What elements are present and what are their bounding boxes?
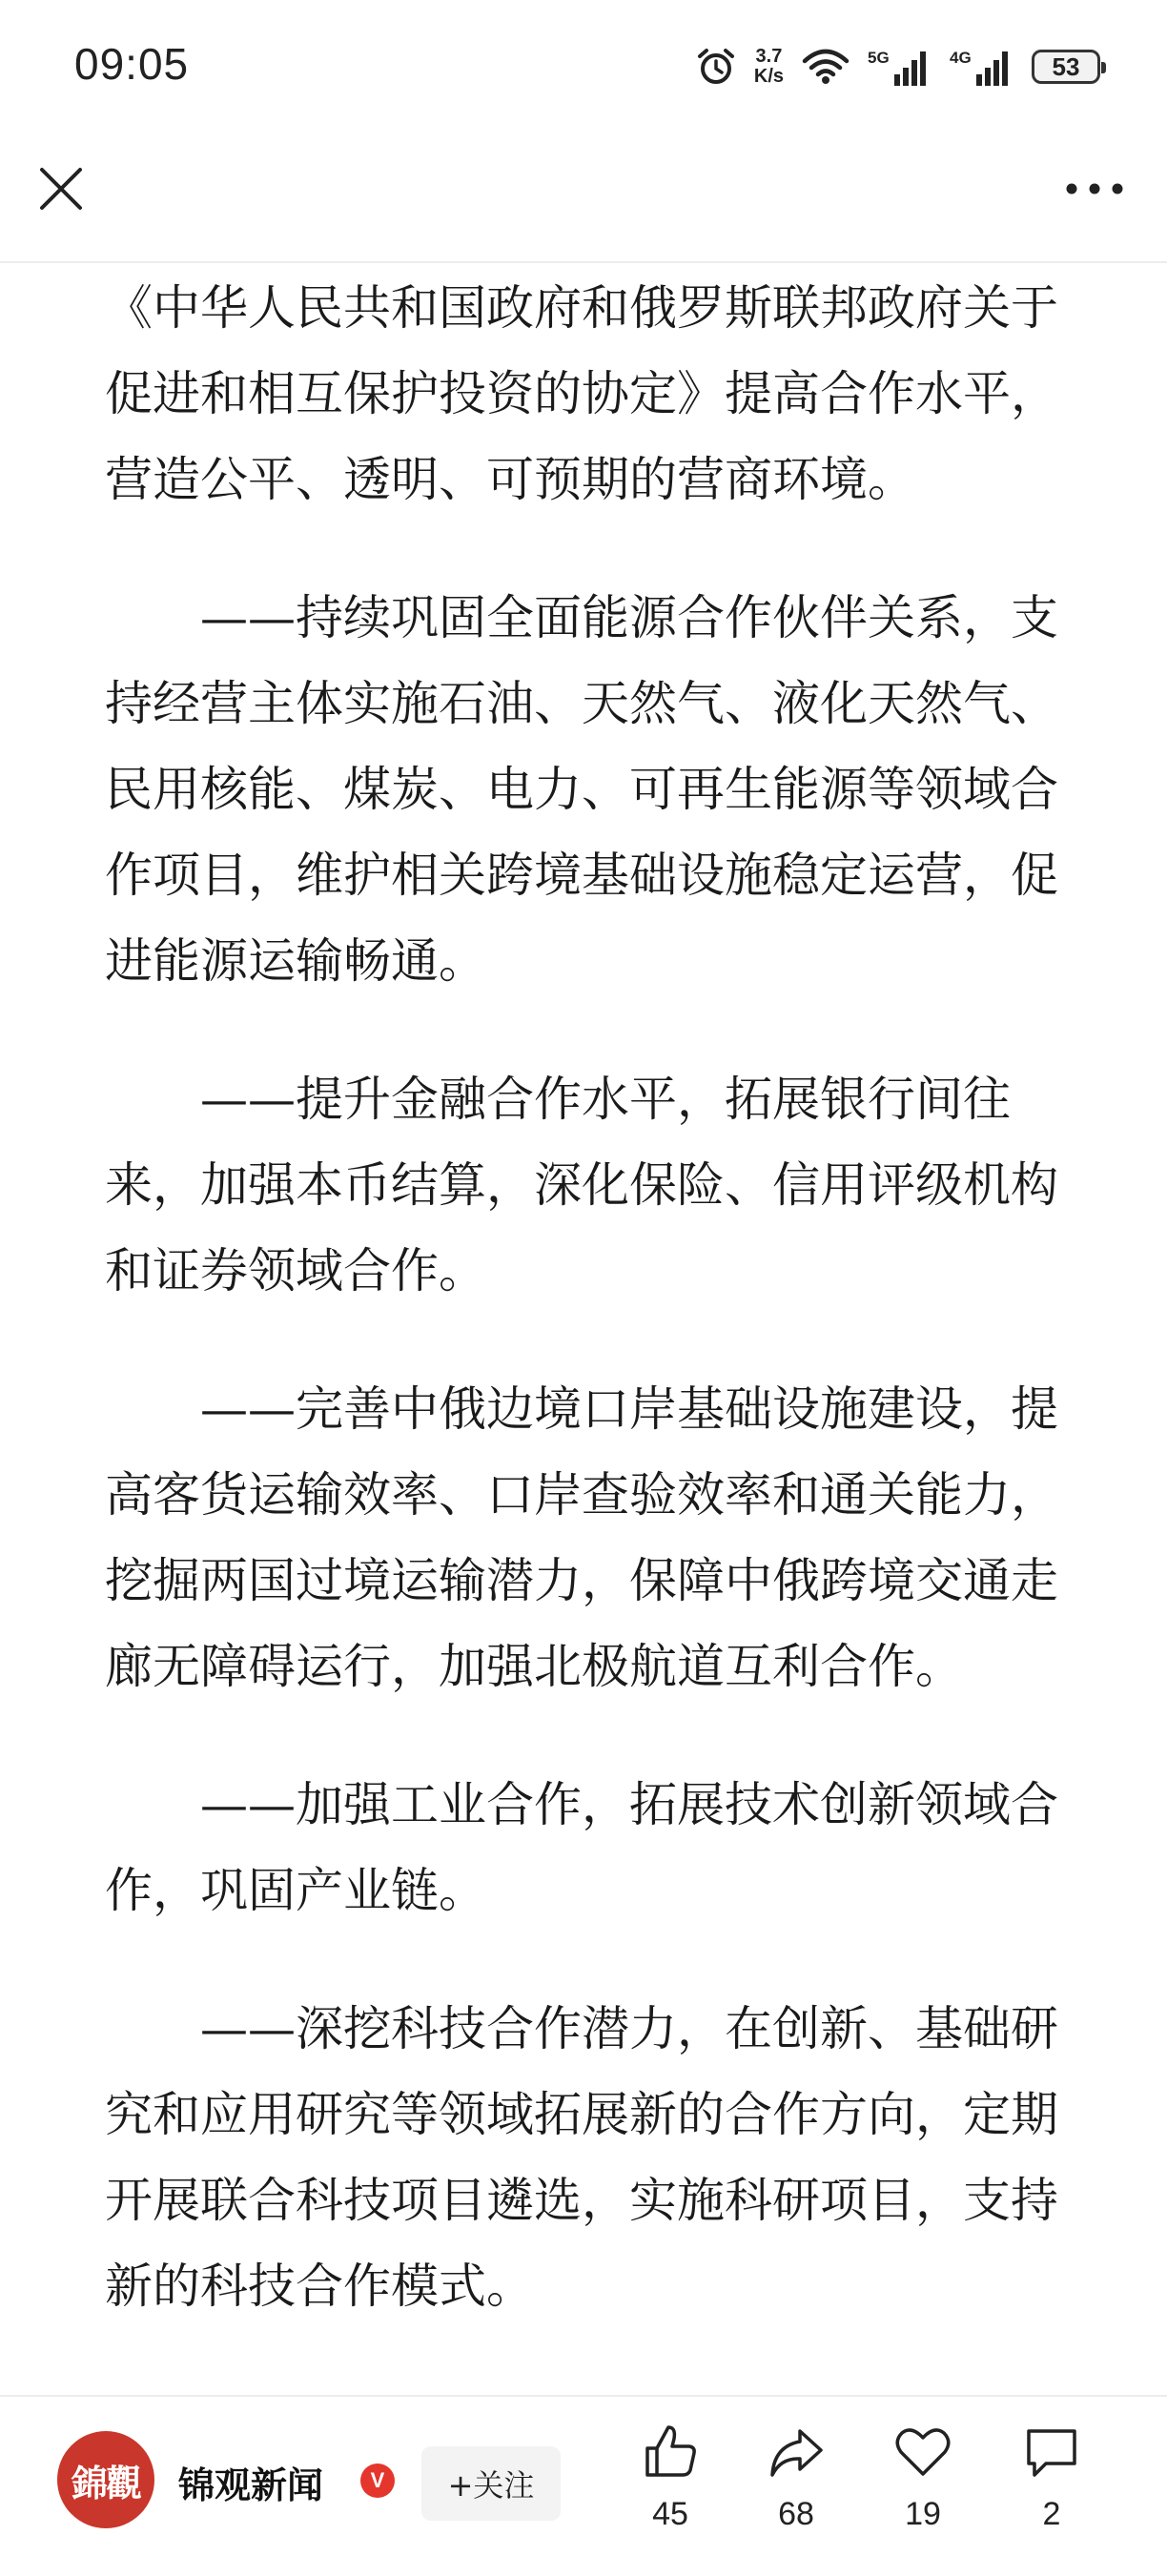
wifi-icon [801, 48, 850, 86]
network-speed-value: 3.7 [755, 46, 783, 67]
article-paragraph: ——深挖科技合作潜力，在创新、基础研究和应用研究等领域拓展新的合作方向，定期开展联合科技项目遴选，实施科研项目，支持新的科技合作模式。 [105, 2001, 1058, 2314]
status-time: 09:05 [74, 39, 190, 89]
signal-4g-label: 4G [950, 49, 972, 67]
article-body [105, 265, 1062, 2393]
comment-count: 2 [1042, 2496, 1061, 2532]
status-icons [695, 42, 1100, 92]
article-paragraph: ——持续巩固全面能源合作伙伴关系，支持经营主体实施石油、天然气、液化天然气、民用核能、煤炭、电力、可再生能源等领域合作项目，维护相关跨境基础设施稳定运营，促进能源运输畅通。 [105, 590, 1058, 989]
favorite-count: 19 [905, 2496, 941, 2532]
comment-icon [1021, 2422, 1082, 2483]
share-button[interactable] [744, 2422, 849, 2533]
battery-indicator: 53 [1032, 50, 1100, 84]
network-speed-unit: K/s [753, 66, 784, 87]
alarm-icon [695, 46, 737, 88]
signal-4g-icon [950, 46, 1014, 88]
like-button[interactable] [618, 2422, 723, 2533]
author-avatar[interactable]: 錦觀 [57, 2431, 154, 2528]
heart-icon [892, 2422, 953, 2483]
thumbs-up-icon [640, 2422, 701, 2483]
article-paragraph: ——完善中俄边境口岸基础设施建设，提高客货运输效率、口岸查验效率和通关能力，挖掘两国过境运输潜力，保障中俄跨境交通走廊无障碍运行，加强北极航道互利合作。 [105, 1381, 1058, 1694]
close-icon[interactable] [34, 162, 88, 215]
follow-button[interactable]: +关注 [421, 2446, 561, 2521]
more-horizontal-icon[interactable] [1060, 172, 1129, 206]
favorite-button[interactable] [870, 2422, 975, 2533]
share-count: 68 [778, 2496, 814, 2532]
network-speed [754, 47, 784, 87]
signal-5g-icon [868, 46, 932, 88]
comment-button[interactable] [999, 2422, 1104, 2533]
article-paragraph: ——提升金融合作水平，拓展银行间往来，加强本币结算，深化保险、信用评级机构和证券领域合作。 [105, 1072, 1058, 1298]
share-icon [766, 2422, 827, 2483]
status-bar [0, 0, 1167, 133]
like-count: 45 [652, 2496, 688, 2532]
verified-badge: V [360, 2464, 395, 2498]
bottom-bar [0, 2395, 1167, 2576]
top-nav [0, 133, 1167, 263]
article-paragraph: ——加强工业合作，拓展技术创新领域合作，巩固产业链。 [105, 1777, 1058, 1918]
author-name[interactable]: 锦观新闻 [178, 2464, 324, 2506]
article-paragraph: 《中华人民共和国政府和俄罗斯联邦政府关于促进和相互保护投资的协定》提高合作水平，营造公平、透明、可预期的营商环境。 [105, 280, 1058, 507]
signal-5g-label: 5G [868, 49, 890, 67]
